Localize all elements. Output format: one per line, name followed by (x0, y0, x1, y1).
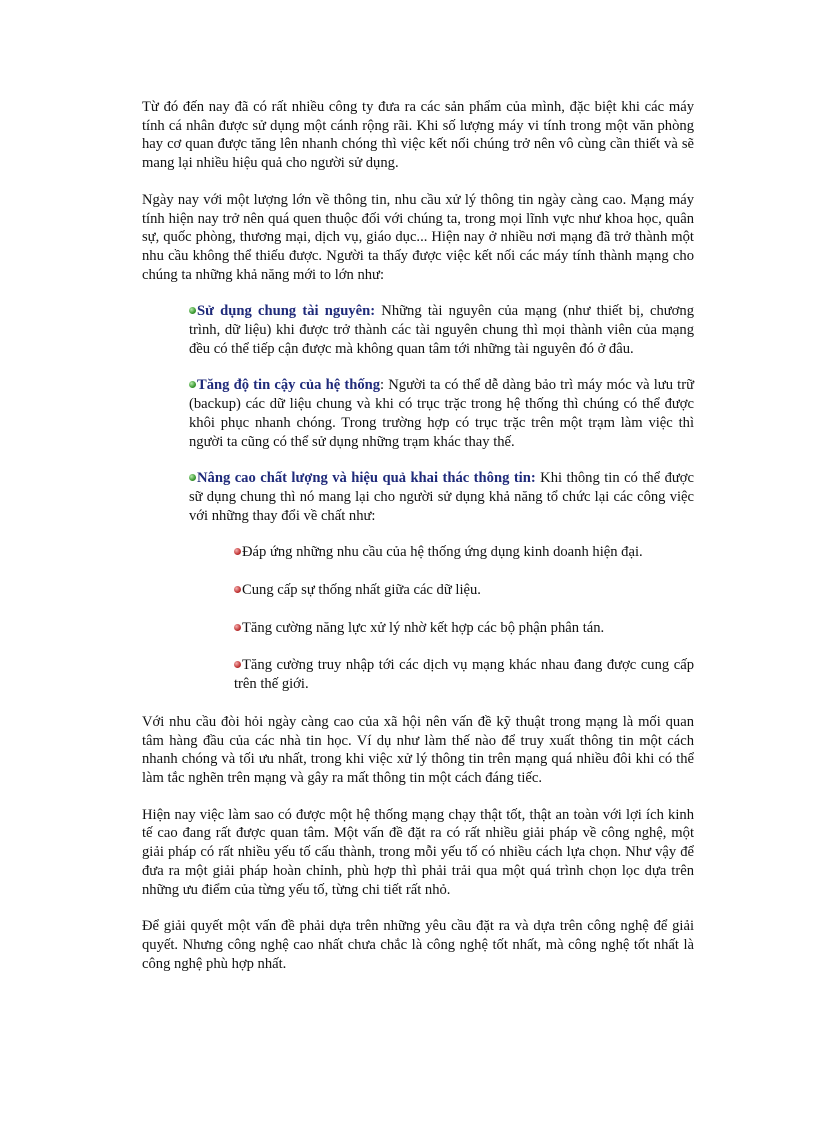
sub-item (234, 656, 694, 693)
sub-item-text: Tăng cường năng lực xử lý nhờ kết hợp các bộ phận phân tán. (242, 619, 605, 636)
sub-item (234, 619, 694, 638)
sub-item-text: Tăng cường truy nhập tới các dịch vụ mạng khác nhau đang được cung cấp trên thế giới. (234, 657, 694, 693)
green-ball-bullet-icon (189, 381, 196, 388)
green-ball-bullet-icon (189, 474, 196, 481)
red-ball-bullet-icon (234, 624, 241, 631)
document-page (142, 98, 694, 991)
closing-paragraph-3: Để giải quyết một vấn đề phải dựa trên những yêu cầu đặt ra và dựa trên công nghệ để giải quyết. Nhưng công nghệ cao nhất chưa chắc là công nghệ tốt nhất, mà công nghệ tốt nhất là công nghệ phù hợp nhất. (142, 918, 694, 972)
benefit-text: Những tài nguyên của mạng (như thiết bị, chương trình, dữ liệu) khi được trở thành các tài nguyên chung thì mọi thành viên của mạng đều có thể tiếp cận được mà không quan tâm tới những tài nguyên đó ở đâu. (189, 303, 694, 357)
sub-items-list (234, 543, 694, 694)
red-ball-bullet-icon (234, 548, 241, 555)
benefits-list (189, 302, 694, 525)
green-ball-bullet-icon (189, 307, 196, 314)
sub-item (234, 543, 694, 562)
benefit-term: Sử dụng chung tài nguyên: (197, 303, 376, 320)
benefit-term: Tăng độ tin cậy của hệ thống (197, 377, 381, 394)
intro-paragraph-1: Từ đó đến nay đã có rất nhiều công ty đưa ra các sản phẩm của mình, đặc biệt khi các máy tính cá nhân được sử dụng một cánh rộng rãi. Khi số lượng máy vi tính trong một văn phòng hay cơ quan được tăng lên nhanh chóng thì việc kết nối chúng trở nên vô cùng cần thiết và sẽ mang lại nhiều hiệu quả cho người sử dụng. (142, 99, 694, 172)
benefit-item-reliability (189, 376, 694, 451)
benefit-text: : Người ta có thể dễ dàng bảo trì máy móc và lưu trữ (backup) các dữ liệu chung và khi có trục trặc trong hệ thống thì chúng có thể được khôi phục nhanh chóng. Trong trường hợp có trục trặc trên một trạm làm việc thì người ta cũng có thể sử dụng những trạm khác thay thế. (189, 377, 694, 450)
benefit-item-shared-resources (189, 302, 694, 358)
intro-paragraph-2: Ngày nay với một lượng lớn về thông tin, nhu cầu xử lý thông tin ngày càng cao. Mạng máy tính hiện nay trở nên quá quen thuộc đối với chúng ta, trong mọi lĩnh vực như khoa học, quân sự, quốc phòng, thương mại, dịch vụ, giáo dục... Hiện nay ở nhiều nơi mạng đã trở thành một nhu cầu không thể thiếu được. Người ta thấy được việc kết nối các máy tính thành mạng cho chúng ta những khả năng mới to lớn như: (142, 191, 694, 283)
sub-item-text: Cung cấp sự thống nhất giữa các dữ liệu. (242, 582, 481, 599)
sub-item (234, 581, 694, 600)
red-ball-bullet-icon (234, 661, 241, 668)
benefit-item-information-quality (189, 469, 694, 525)
red-ball-bullet-icon (234, 586, 241, 593)
sub-item-text: Đáp ứng những nhu cầu của hệ thống ứng dụng kinh doanh hiện đại. (242, 544, 643, 561)
closing-paragraph-1: Với nhu cầu đòi hỏi ngày càng cao của xã hội nên vấn đề kỹ thuật trong mạng là mối quan tâm hàng đầu của các nhà tin học. Ví dụ như làm thế nào để truy xuất thông tin một cách nhanh chóng và tối ưu nhất, trong khi việc xử lý thông tin trên mạng quá nhiều đôi khi có thể làm tắc nghẽn trên mạng và gây ra mất thông tin một cách đáng tiếc. (142, 713, 694, 786)
benefit-text: Khi thông tin có thể được sữ dụng chung thì nó mang lại cho người sử dụng khả năng tổ chức lại các công việc với những thay đổi về chất như: (189, 470, 694, 524)
benefit-term: Nâng cao chất lượng và hiệu quả khai thác thông tin: (197, 470, 536, 487)
closing-paragraph-2: Hiện nay việc làm sao có được một hệ thống mạng chạy thật tốt, thật an toàn với lợi ích kinh tế cao đang rất được quan tâm. Một vấn đề đặt ra có rất nhiều giải pháp về công nghệ, một giải pháp có rất nhiều yếu tố cấu thành, trong mỗi yếu tố có nhiều cách lựa chọn. Như vậy để đưa ra một giải pháp hoàn chỉnh, phù hợp thì phải trải qua một quá trình chọn lọc dựa trên những ưu điểm của từng yếu tố, từng chi tiết rất nhỏ. (142, 806, 694, 898)
